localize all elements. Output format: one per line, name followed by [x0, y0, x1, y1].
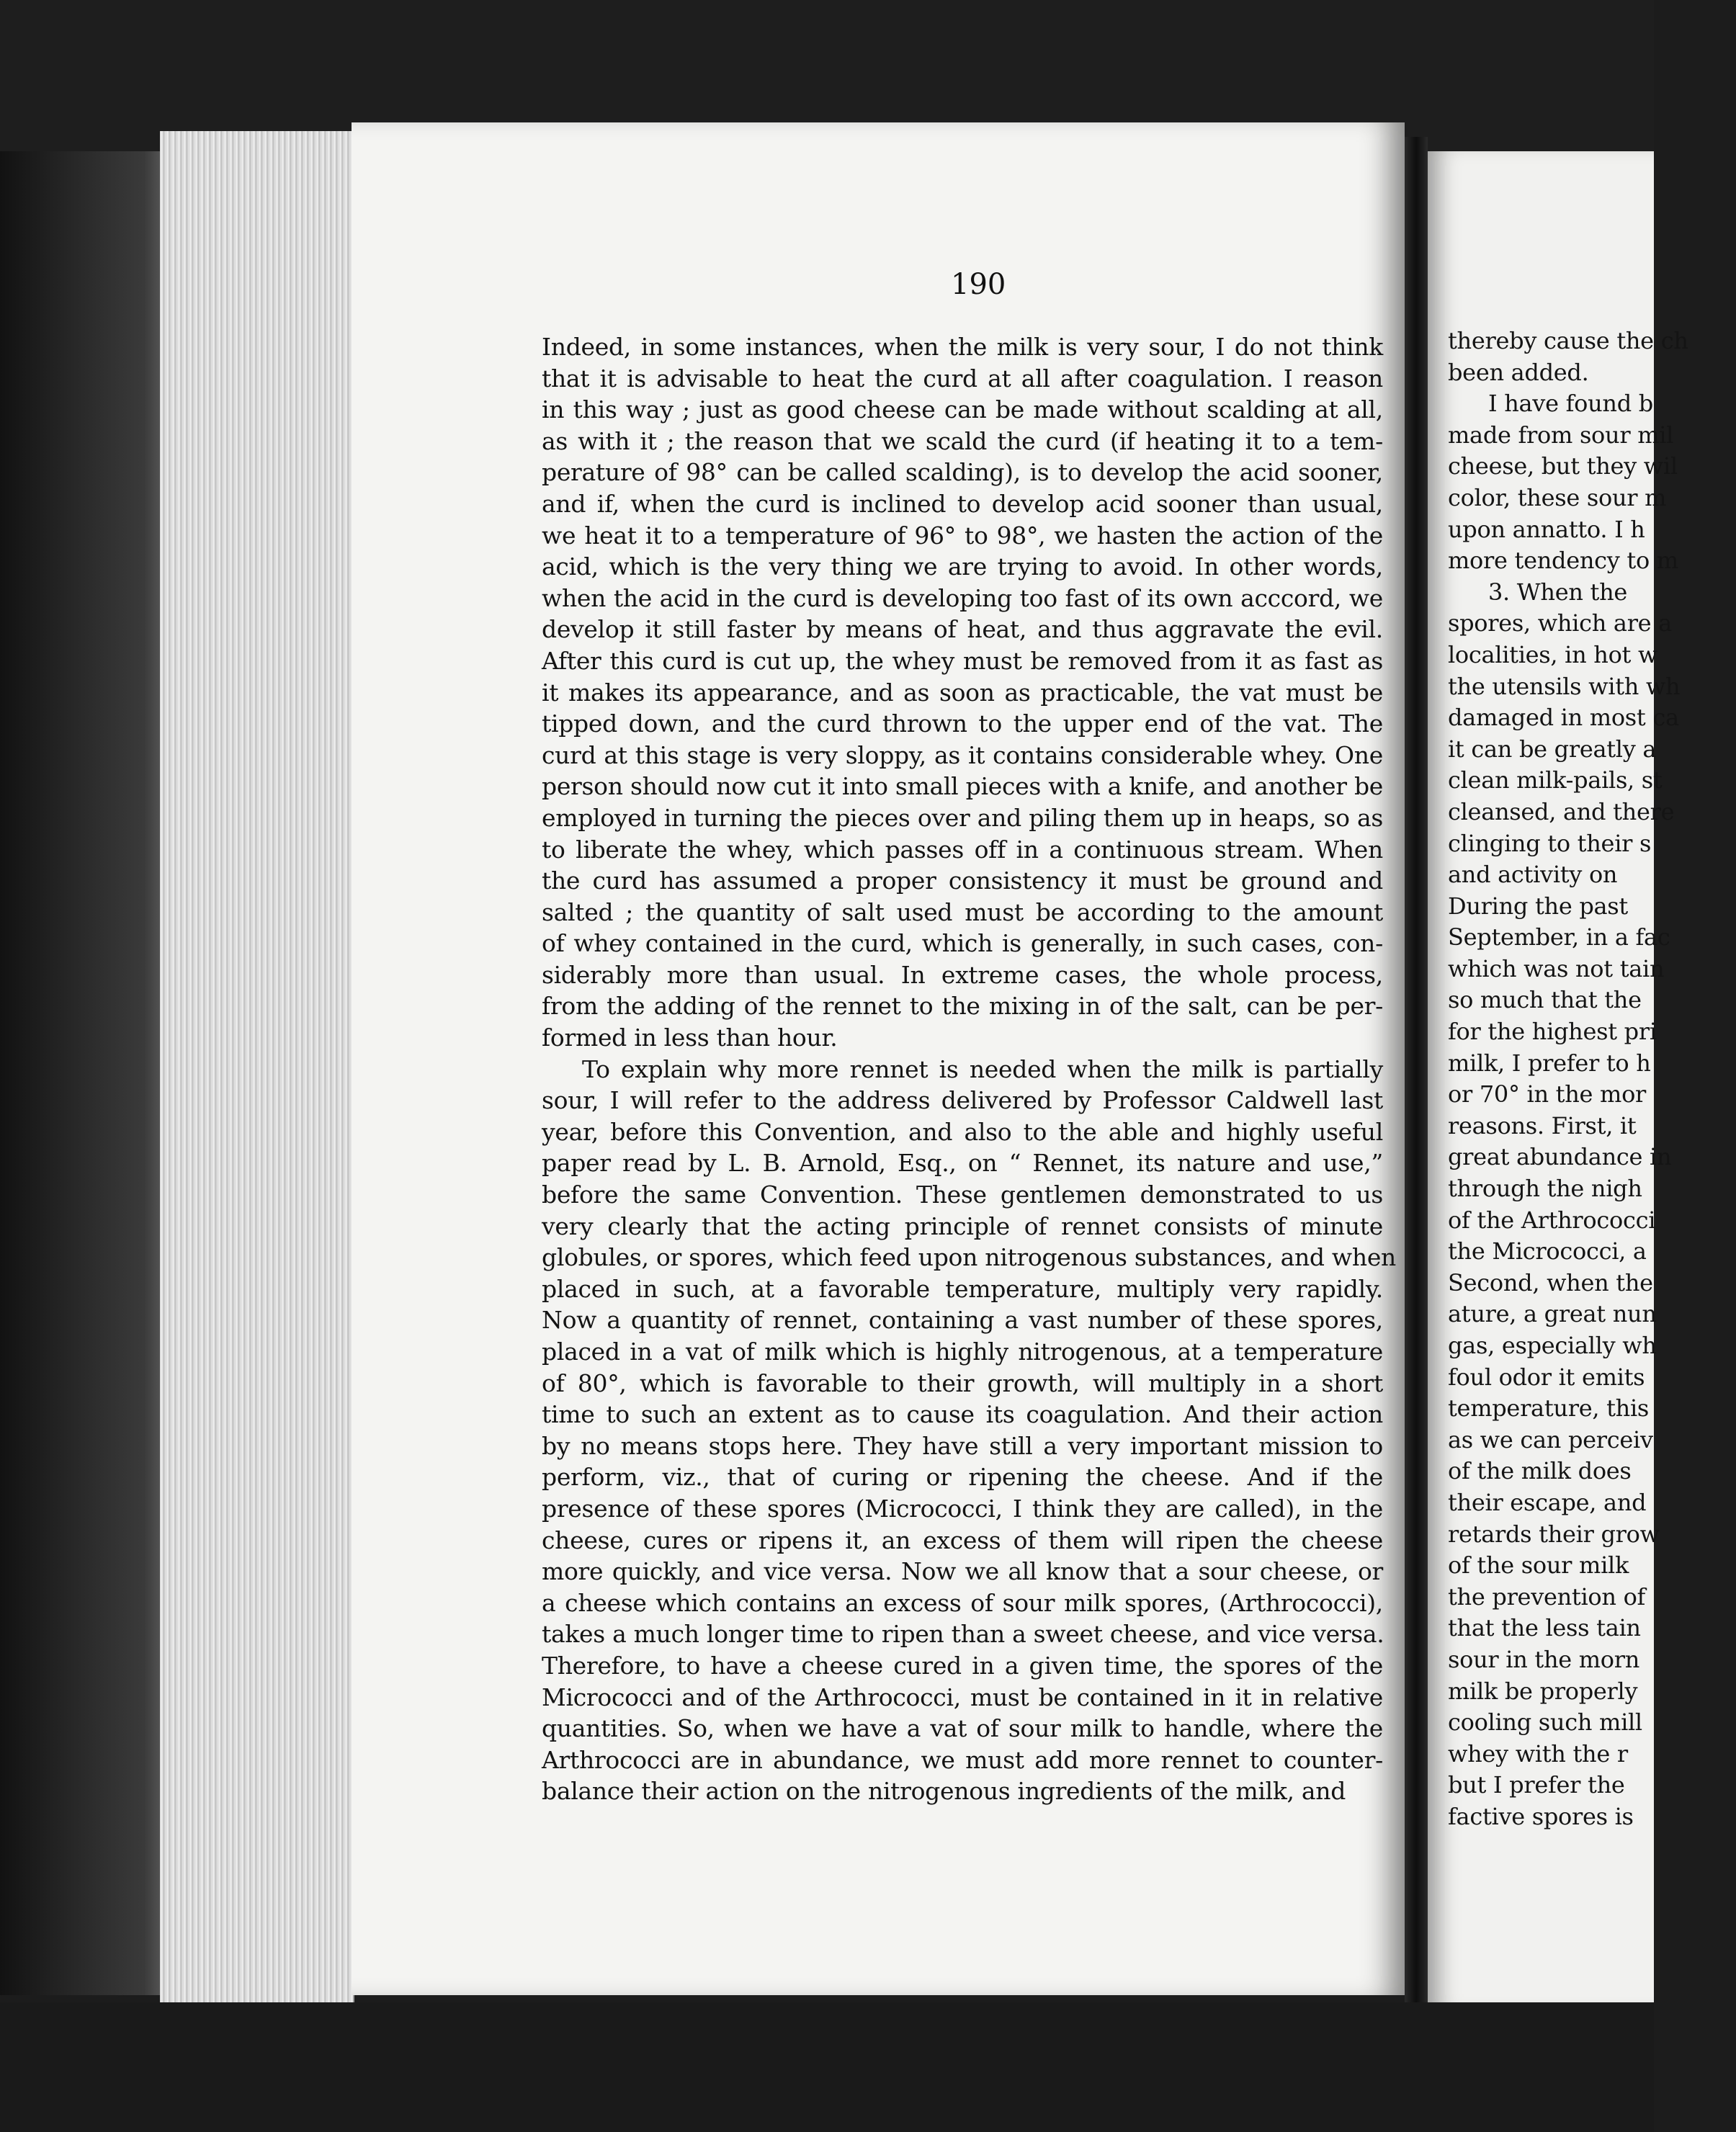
book-cover-edge: [0, 151, 166, 1995]
text-line: in this way ; just as good cheese can be made without scalding at all,: [542, 395, 1383, 424]
text-line: Therefore, to have a cheese cured in a given time, the spores of the: [542, 1651, 1383, 1680]
text-line: by no means stops here. They have still a very important mission to: [542, 1431, 1383, 1460]
right-text-line: the Micrococci, a: [1448, 1237, 1647, 1266]
text-line: tipped down, and the curd thrown to the upper end of the vat. The: [542, 709, 1383, 738]
right-text-line: reasons. First, it: [1448, 1111, 1637, 1139]
text-line: curd at this stage is very sloppy, as it contains considerable whey. One: [542, 740, 1383, 769]
right-text-line: which was not tain: [1448, 954, 1665, 982]
right-text-line: thereby cause the ch: [1448, 327, 1688, 354]
text-line: of 80°, which is favorable to their growth, will multiply in a short: [542, 1369, 1383, 1397]
right-text-line: of the sour milk: [1448, 1551, 1629, 1580]
text-line: a cheese which contains an excess of sour milk spores, (Arthrococci),: [542, 1588, 1383, 1617]
text-line: develop it still faster by means of heat, and thus aggravate the evil.: [542, 615, 1383, 644]
text-line: presence of these spores (Micrococci, I think they are called), in the: [542, 1494, 1383, 1523]
text-line: siderably more than usual. In extreme cases, the whole process,: [542, 960, 1383, 989]
right-page-text-block: [1448, 326, 1736, 1833]
right-text-line: I have found b: [1488, 390, 1653, 418]
text-line: to liberate the whey, which passes off in a continuous stream. When: [542, 835, 1383, 864]
right-text-line: cleansed, and there: [1448, 797, 1675, 825]
text-line: formed in less than hour.: [542, 1024, 838, 1052]
text-line: Indeed, in some instances, when the milk is very sour, I do not think: [542, 333, 1383, 361]
right-text-line: milk be properly: [1448, 1677, 1638, 1705]
text-line: before the same Convention. These gentlemen demonstrated to us: [542, 1181, 1383, 1209]
right-text-line: great abundance in: [1448, 1143, 1672, 1171]
text-line: the curd has assumed a proper consistency it must be ground and: [542, 866, 1383, 895]
right-text-line: of the milk does: [1448, 1457, 1632, 1485]
text-line: cheese, cures or ripens it, an excess of them will ripen the cheese: [542, 1526, 1383, 1554]
right-text-line: foul odor it emits: [1448, 1363, 1645, 1391]
text-line: and if, when the curd is inclined to develop acid sooner than usual,: [542, 489, 1383, 518]
right-text-line: color, these sour m: [1448, 483, 1667, 511]
right-text-line: and activity on: [1448, 861, 1618, 889]
right-text-line: more tendency to m: [1448, 547, 1678, 575]
text-line: placed in a vat of milk which is highly nitrogenous, at a temperature: [542, 1338, 1383, 1366]
right-text-line: whey with the r: [1448, 1739, 1628, 1768]
right-text-line: gas, especially wh: [1448, 1332, 1657, 1359]
text-line: Now a quantity of rennet, containing a vast number of these spores,: [542, 1306, 1383, 1335]
right-text-line: as we can perceiv: [1448, 1425, 1653, 1454]
text-line: we heat it to a temperature of 96° to 98°, we hasten the action of the: [542, 521, 1383, 550]
text-line: quantities. So, when we have a vat of sour milk to handle, where the: [542, 1714, 1383, 1743]
text-line: paper read by L. B. Arnold, Esq., on “ Rennet, its nature and use,”: [542, 1149, 1383, 1178]
right-text-line: 3. When the: [1488, 578, 1628, 606]
right-text-line: through the nigh: [1448, 1175, 1642, 1203]
text-line: Micrococci and of the Arthrococci, must be contained in it in relative: [542, 1683, 1383, 1711]
right-text-line: retards their grow: [1448, 1520, 1660, 1548]
right-text-line: so much that the: [1448, 986, 1642, 1014]
text-line: After this curd is cut up, the whey must be removed from it as fast as: [542, 646, 1383, 675]
right-text-line: the prevention of: [1448, 1582, 1646, 1611]
page-number: 190: [951, 268, 1006, 301]
right-text-line: for the highest pri: [1448, 1018, 1657, 1046]
text-line: it makes its appearance, and as soon as practicable, the vat must be: [542, 678, 1383, 707]
text-line: year, before this Convention, and also to the able and highly useful: [542, 1117, 1383, 1146]
right-text-line: been added.: [1448, 358, 1589, 386]
text-line: perform, viz., that of curing or ripening the cheese. And if the: [542, 1463, 1383, 1492]
right-text-line: sour in the morn: [1448, 1645, 1640, 1673]
text-line: as with it ; the reason that we scald the curd (if heating it to a tem-: [542, 426, 1383, 455]
right-text-line: milk, I prefer to h: [1448, 1049, 1651, 1077]
right-text-line: or 70° in the mor: [1448, 1080, 1647, 1108]
right-text-line: that the less tain: [1448, 1614, 1641, 1642]
text-line: employed in turning the pieces over and piling them up in heaps, so as: [542, 803, 1383, 832]
text-line: placed in such, at a favorable temperature, multiply very rapidly.: [542, 1274, 1383, 1303]
text-line: globules, or spores, which feed upon nitrogenous substances, and when: [542, 1243, 1397, 1272]
main-text-block: [542, 331, 1397, 1807]
right-text-line: made from sour mil: [1448, 421, 1674, 449]
text-line: time to such an extent as to cause its coagulation. And their action: [542, 1400, 1383, 1429]
right-text-line: upon annatto. I h: [1448, 515, 1645, 543]
book-gutter: [1405, 137, 1428, 2002]
text-line: of whey contained in the curd, which is generally, in such cases, con-: [542, 929, 1383, 958]
right-text-line: their escape, and: [1448, 1488, 1647, 1516]
right-text-line: spores, which are a: [1448, 609, 1672, 637]
text-line: acid, which is the very thing we are trying to avoid. In other words,: [542, 552, 1383, 581]
text-line: sour, I will refer to the address delivered by Professor Caldwell last: [542, 1086, 1383, 1115]
text-line: salted ; the quantity of salt used must be according to the amount: [542, 897, 1383, 926]
right-text-line: Second, when the: [1448, 1268, 1653, 1296]
right-text-line: of the Arthrococci: [1448, 1206, 1656, 1234]
scan-background-bottom: [0, 2002, 1654, 2132]
page-stack-edges: [160, 131, 354, 2004]
right-text-line: but I prefer the: [1448, 1771, 1625, 1799]
right-text-line: clean milk-pails, st: [1448, 766, 1663, 794]
text-line: perature of 98° can be called scalding), is to develop the acid sooner,: [542, 458, 1383, 487]
text-line: more quickly, and vice versa. Now we all know that a sour cheese, or: [542, 1557, 1383, 1586]
right-text-line: temperature, this: [1448, 1394, 1650, 1423]
right-text-line: ature, a great nun: [1448, 1300, 1657, 1328]
right-text-line: localities, in hot w: [1448, 640, 1658, 668]
text-line: person should now cut it into small pieces with a knife, and another be: [542, 772, 1383, 801]
text-line: when the acid in the curd is developing too fast of its own acccord, we: [542, 583, 1383, 612]
right-text-line: September, in a fac: [1448, 923, 1670, 951]
text-line: balance their action on the nitrogenous ingredients of the milk, and: [542, 1777, 1346, 1806]
text-line: To explain why more rennet is needed when the milk is partially: [582, 1054, 1383, 1083]
right-text-line: factive spores is: [1448, 1802, 1634, 1830]
text-line: takes a much longer time to ripen than a sweet cheese, and vice versa.: [542, 1620, 1384, 1649]
text-line: Arthrococci are in abundance, we must add more rennet to counter-: [542, 1745, 1383, 1774]
right-text-line: it can be greatly a: [1448, 735, 1657, 763]
right-text-line: cooling such mill: [1448, 1708, 1642, 1737]
text-line: that it is advisable to heat the curd at all after coagulation. I reason: [542, 364, 1383, 393]
right-text-line: the utensils with wh: [1448, 672, 1681, 700]
text-line: from the adding of the rennet to the mixing in of the salt, can be per-: [542, 992, 1383, 1021]
text-line: very clearly that the acting principle of rennet consists of minute: [542, 1211, 1383, 1240]
right-text-line: During the past: [1448, 892, 1628, 920]
right-text-line: clinging to their s: [1448, 829, 1652, 857]
right-text-line: damaged in most ca: [1448, 704, 1679, 732]
right-text-line: cheese, but they wil: [1448, 452, 1678, 480]
